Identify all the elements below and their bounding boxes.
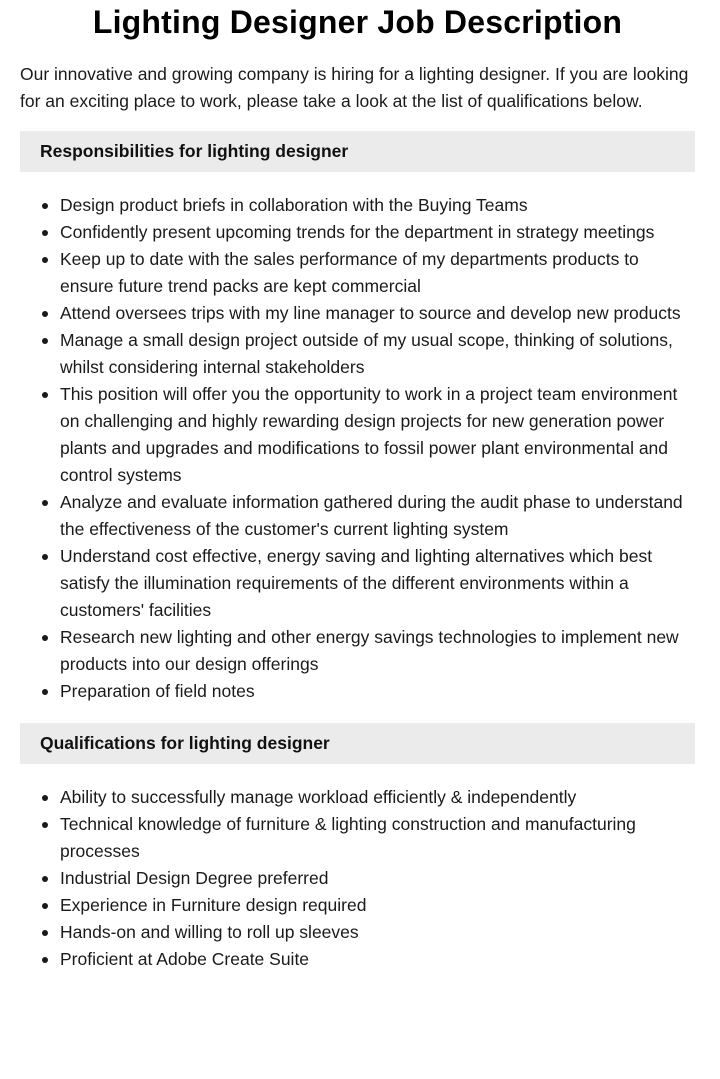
bullet-icon xyxy=(42,957,48,963)
list-item: Experience in Furniture design required xyxy=(60,892,695,919)
qualifications-section-header xyxy=(20,723,695,764)
list-item: Manage a small design project outside of my usual scope, thinking of solutions, whilst considering internal stakeholders xyxy=(60,327,695,381)
bullet-icon xyxy=(42,203,48,209)
bullet-icon xyxy=(42,554,48,560)
bullet-icon xyxy=(42,795,48,801)
bullet-icon xyxy=(42,257,48,263)
qualifications-heading: Qualifications for lighting designer xyxy=(40,733,330,753)
bullet-icon xyxy=(42,930,48,936)
list-item: Research new lighting and other energy savings technologies to implement new products into our design offerings xyxy=(60,624,695,678)
list-item: Understand cost effective, energy saving and lighting alternatives which best satisfy the illumination requirements of the different environments within a customers' facilities xyxy=(60,543,695,624)
list-item: Technical knowledge of furniture & lighting construction and manufacturing processes xyxy=(60,811,695,865)
list-item: Hands-on and willing to roll up sleeves xyxy=(60,919,695,946)
list-item: Proficient at Adobe Create Suite xyxy=(60,946,695,973)
list-item: Confidently present upcoming trends for the department in strategy meetings xyxy=(60,219,695,246)
list-item: Industrial Design Degree preferred xyxy=(60,865,695,892)
bullet-icon xyxy=(42,500,48,506)
bullet-icon xyxy=(42,392,48,398)
bullet-icon xyxy=(42,230,48,236)
bullet-icon xyxy=(42,311,48,317)
list-item: Attend oversees trips with my line manager to source and develop new products xyxy=(60,300,695,327)
bullet-icon xyxy=(42,689,48,695)
list-item: Preparation of field notes xyxy=(60,678,695,705)
page-title: Lighting Designer Job Description xyxy=(92,4,623,40)
list-item: This position will offer you the opportunity to work in a project team environment on challenging and highly rewarding design projects for new generation power plants and upgrades and modifications to fossil power plant environmental and control systems xyxy=(60,381,695,489)
list-item: Keep up to date with the sales performance of my departments products to ensure future trend packs are kept commercial xyxy=(60,246,695,300)
responsibilities-section-header xyxy=(20,131,695,172)
bullet-icon xyxy=(42,635,48,641)
qualifications-list xyxy=(20,784,695,973)
bullet-icon xyxy=(42,903,48,909)
list-item: Ability to successfully manage workload efficiently & independently xyxy=(60,784,695,811)
list-item: Design product briefs in collaboration with the Buying Teams xyxy=(60,192,695,219)
responsibilities-list xyxy=(20,192,695,705)
responsibilities-heading: Responsibilities for lighting designer xyxy=(40,141,349,161)
bullet-icon xyxy=(42,876,48,882)
list-item: Analyze and evaluate information gathered during the audit phase to understand the effectiveness of the customer's current lighting system xyxy=(60,489,695,543)
bullet-icon xyxy=(42,338,48,344)
bullet-icon xyxy=(42,822,48,828)
intro-paragraph: Our innovative and growing company is hiring for a lighting designer. If you are looking for an exciting place to work, please take a look at the list of qualifications below. xyxy=(20,64,689,111)
